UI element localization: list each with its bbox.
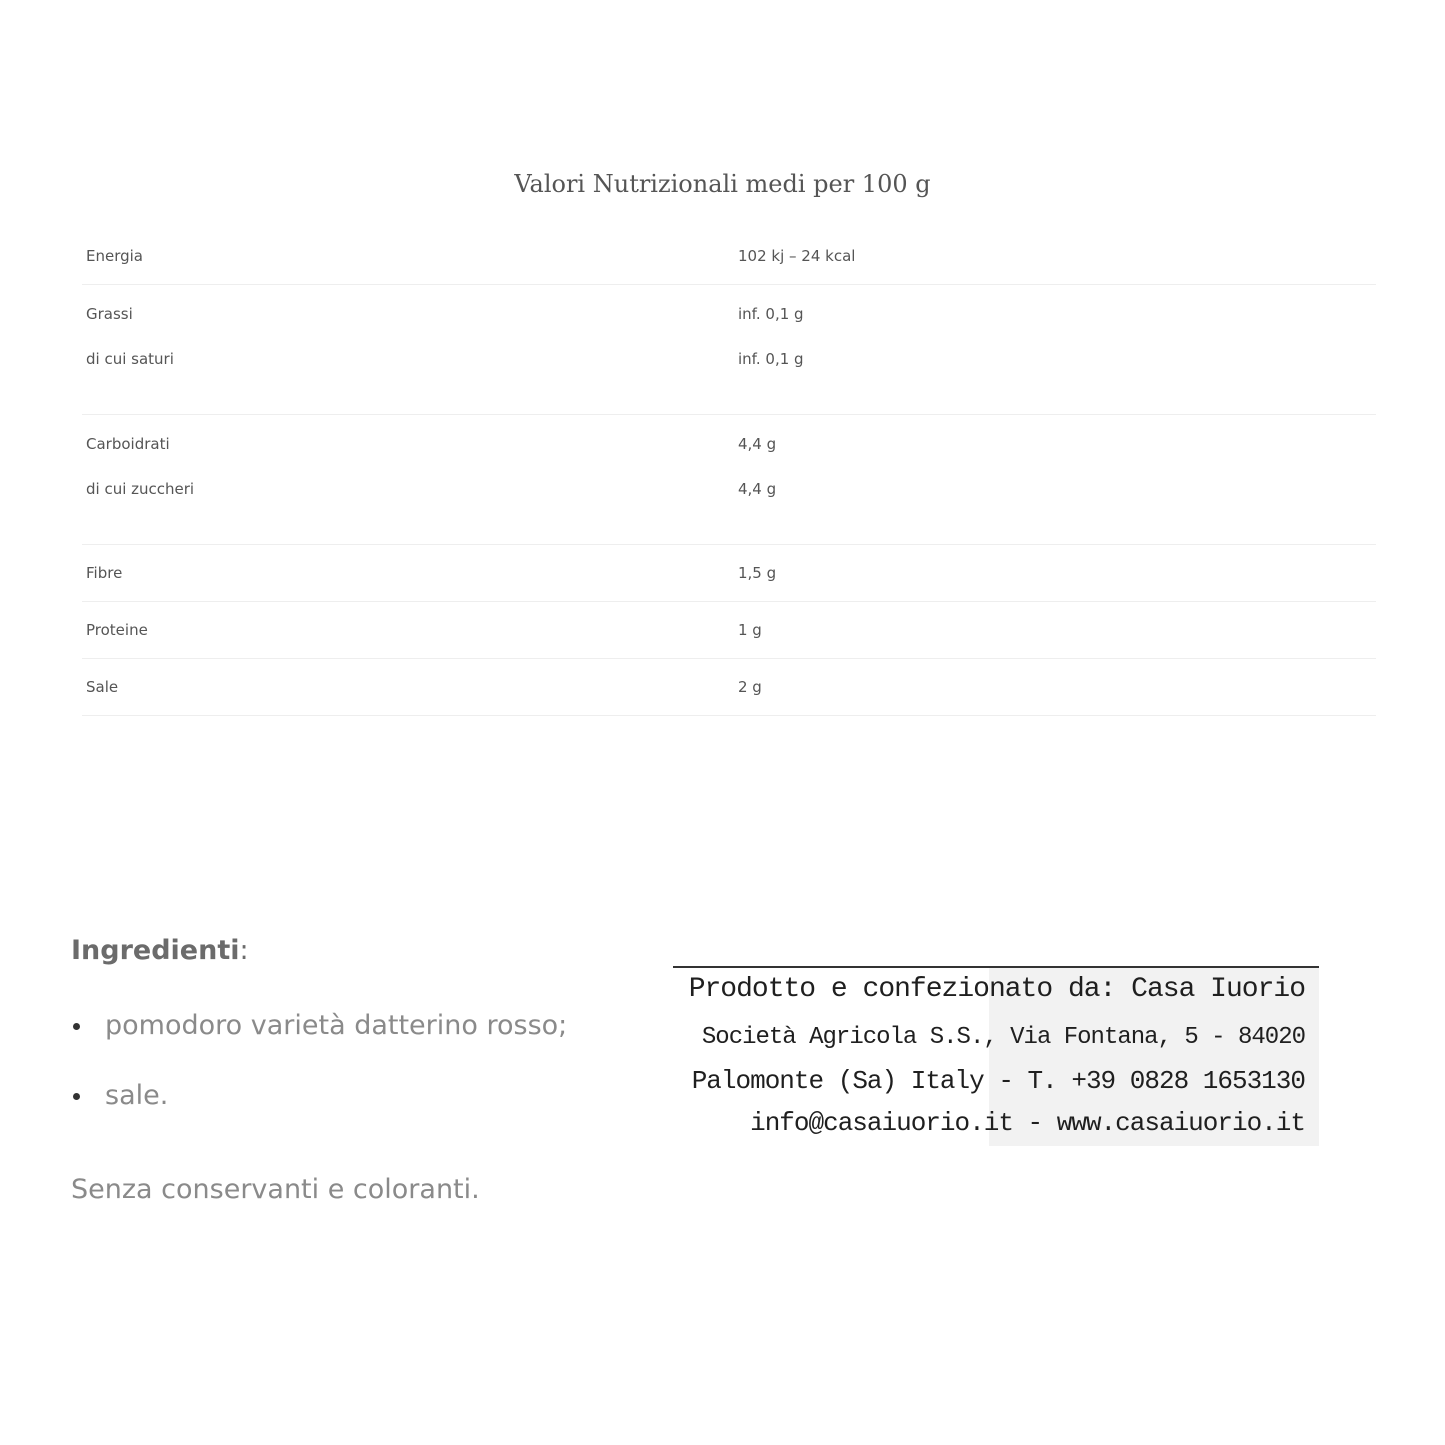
producer-label-image <box>673 966 1319 1146</box>
nutrition-group-protein <box>82 602 1376 659</box>
ingredient-text: pomodoro varietà datterino rosso; <box>105 1010 568 1041</box>
nutrient-name: Carboidrati <box>86 434 170 453</box>
list-item <box>71 1080 631 1154</box>
nutrition-row <box>82 608 1376 653</box>
ingredients-heading <box>71 935 631 966</box>
nutrient-name: Fibre <box>86 564 123 582</box>
nutrition-group-energy <box>82 228 1376 285</box>
nutrient-name: di cui zuccheri <box>86 479 195 498</box>
bullet-icon <box>73 1093 80 1100</box>
nutrient-name: di cui saturi <box>86 349 174 368</box>
nutrition-table <box>82 228 1376 716</box>
nutrient-name: Proteine <box>86 621 148 639</box>
nutrition-row <box>82 234 1376 279</box>
nutrient-name: Grassi <box>86 304 133 323</box>
ingredient-text: sale. <box>105 1080 169 1111</box>
nutrition-row <box>82 421 1376 466</box>
producer-line: Palomonte (Sa) Italy - T. +39 0828 1653130 <box>691 1066 1305 1096</box>
nutrient-value: 1,5 g <box>738 564 777 582</box>
nutrition-row <box>82 291 1376 336</box>
nutrition-row <box>82 665 1376 710</box>
nutrient-value: 1 g <box>738 621 762 639</box>
nutrient-value: 4,4 g <box>738 479 777 498</box>
nutrition-group-carbs <box>82 421 1376 545</box>
ingredients-heading-colon: : <box>239 935 249 966</box>
list-item <box>71 1010 631 1084</box>
nutrient-value: inf. 0,1 g <box>738 349 804 368</box>
producer-line: Società Agricola S.S., Via Fontana, 5 - 84020 <box>701 1024 1305 1051</box>
no-preservatives-note: Senza conservanti e coloranti. <box>71 1174 480 1205</box>
producer-line: Prodotto e confezionato da: Casa Iuorio <box>688 974 1305 1005</box>
nutrient-name: Sale <box>86 678 119 696</box>
nutrition-group-fats <box>82 291 1376 415</box>
nutrient-value: inf. 0,1 g <box>738 304 804 323</box>
ingredient-list <box>71 1010 631 1154</box>
bullet-icon <box>73 1023 80 1030</box>
nutrition-group-salt <box>82 659 1376 716</box>
nutrition-row <box>82 466 1376 511</box>
ingredients-heading-text: Ingredienti <box>71 935 240 966</box>
nutrition-row <box>82 551 1376 596</box>
nutrient-value: 2 g <box>738 678 762 696</box>
nutrient-name: Energia <box>86 247 143 265</box>
producer-line: info@casaiuorio.it - www.casaiuorio.it <box>750 1108 1305 1138</box>
nutrition-title: Valori Nutrizionali medi per 100 g <box>514 170 931 198</box>
nutrition-group-fibre <box>82 545 1376 602</box>
nutrition-row <box>82 336 1376 381</box>
nutrient-value: 4,4 g <box>738 434 777 453</box>
nutrient-value: 102 kj – 24 kcal <box>738 247 856 265</box>
ingredients-section <box>71 935 631 1205</box>
